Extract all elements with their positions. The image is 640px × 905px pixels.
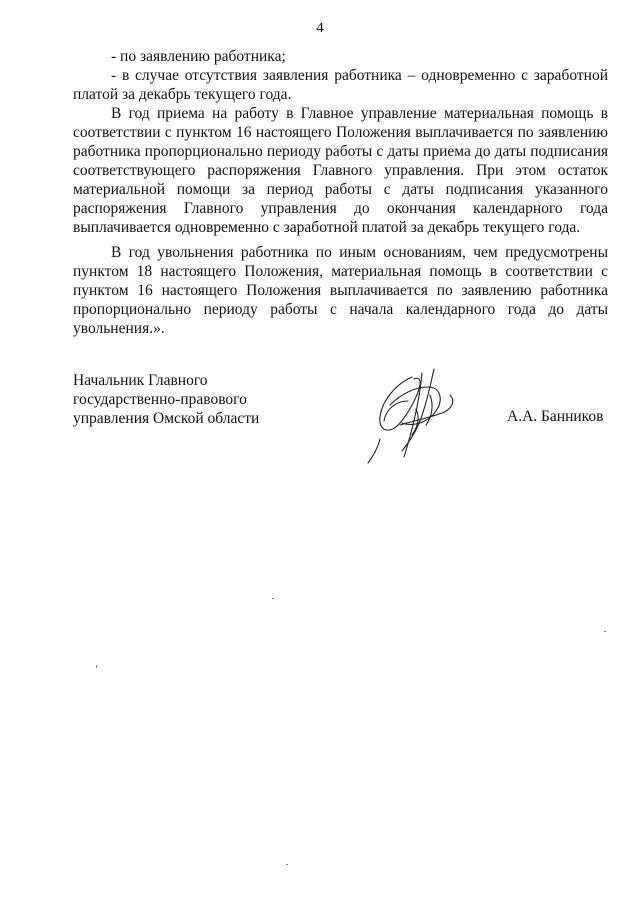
scan-speck xyxy=(604,631,606,632)
signatory-title-line: Начальник Главного xyxy=(73,372,208,389)
paragraph: В год увольнения работника по иным основаниям, чем предусмотрены пунктом 18 настоящего Положения, материальная помощь в соответствии с пунктом 16 настоящего Положения выплачивается по заявлению работника пропорционально периоду работы с начала календарного года до даты увольнения.». xyxy=(73,244,608,337)
scan-speck xyxy=(286,864,288,865)
signatory-name: А.А. Банников xyxy=(507,408,604,425)
page-number: 4 xyxy=(316,20,324,36)
signatory-title-line: государственно-правового xyxy=(73,391,247,408)
document-body xyxy=(73,47,608,338)
signatory-title-line: управления Омской области xyxy=(73,410,260,427)
scan-speck xyxy=(96,665,97,668)
scan-speck xyxy=(272,598,274,599)
handwritten-signature xyxy=(360,365,470,470)
list-item: - в случае отсутствия заявления работника – одновременно с заработной платой за декабрь текущего года. xyxy=(73,67,608,103)
signatory-title xyxy=(73,371,259,428)
paragraph: В год приема на работу в Главное управление материальная помощь в соответствии с пунктом 16 настоящего Положения выплачивается по заявлению работника пропорционально периоду работы с даты приема до даты подписания соответствующего распоряжения Главного управления. При этом остаток материальной помощи за период работы с даты подписания указанного распоряжения Главного управления до окончания календарного года выплачивается одновременно с заработной платой за декабрь текущего года. xyxy=(73,105,608,236)
list-item: - по заявлению работника; xyxy=(111,48,286,65)
